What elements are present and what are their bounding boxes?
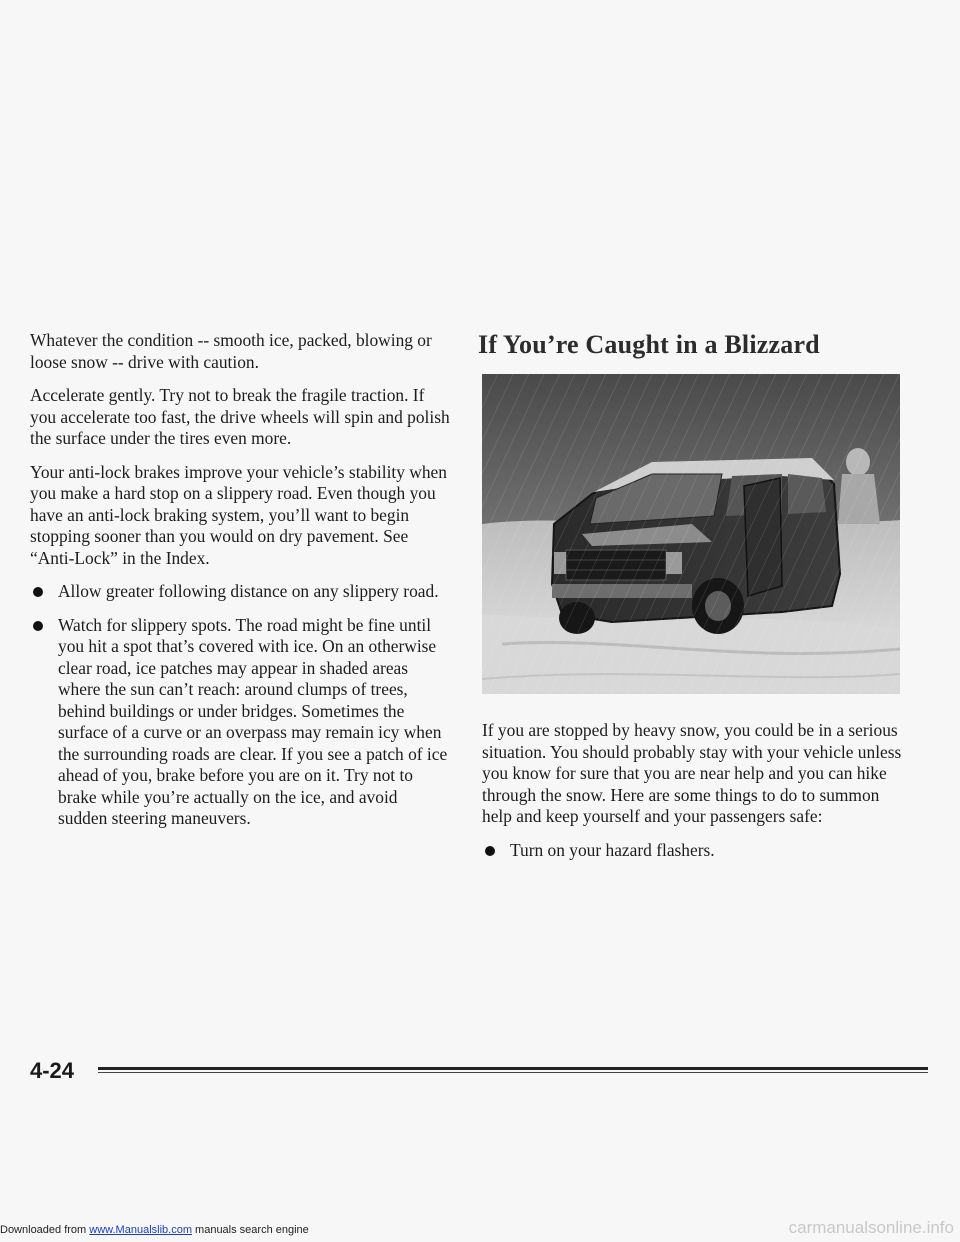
- footer-suffix: manuals search engine: [191, 1224, 309, 1236]
- bullet-text: Allow greater following distance on any slippery road.: [58, 581, 439, 601]
- bullet-icon: [485, 846, 495, 856]
- footer-rule: [98, 1067, 928, 1070]
- blizzard-body: [482, 720, 912, 861]
- bullet-item: [30, 581, 450, 603]
- bullet-icon: [33, 621, 43, 631]
- bullet-item: [482, 840, 912, 862]
- page-number: 4-24: [30, 1058, 75, 1083]
- paragraph: If you are stopped by heavy snow, you could be in a serious situation. You should probably stay with your vehicle unless you know for sure that you are near help and you can hike through the snow. Here are some things to do to summon help and keep yourself and your passengers safe:: [482, 720, 902, 826]
- paragraph: Whatever the condition -- smooth ice, packed, blowing or loose snow -- drive with caution.: [30, 330, 432, 372]
- paragraph: Your anti-lock brakes improve your vehicle’s stability when you make a hard stop on a slippery road. Even though you have an anti-lock braking system, you’ll want to begin stopping sooner than you would on dry pavement. See “Anti-Lock” in the Index.: [30, 461, 447, 568]
- footer-rule-thin: [98, 1072, 928, 1073]
- bullet-text: Watch for slippery spots. The road might be fine until you hit a spot that’s covered with ice. On an otherwise clear road, ice patches may appear in shaded areas where the sun can’t reach: around clumps of trees, behind buildings or under bridges. Sometimes the surface of a curve or an overpass may remain icy when the surrounding roads are clear. If you see a patch of ice ahead of you, brake before you are on it. Try not to brake while you’re actually on the ice, and avoid sudden steering maneuvers.: [58, 614, 448, 828]
- footer-prefix: Downloaded from: [0, 1224, 90, 1236]
- blizzard-van-photo: [482, 374, 900, 694]
- bullet-item: [30, 615, 450, 830]
- bullet-icon: [33, 587, 43, 597]
- paragraph: Accelerate gently. Try not to break the fragile traction. If you accelerate too fast, the drive wheels will spin and polish the surface under the tires even more.: [30, 385, 450, 448]
- watermark: carmanualsonline.info: [788, 1218, 954, 1237]
- manualslib-link[interactable]: www.Manualslib.com: [89, 1224, 192, 1236]
- bullet-text: Turn on your hazard flashers.: [510, 839, 715, 860]
- left-column: [30, 330, 450, 842]
- section-heading: If You’re Caught in a Blizzard: [478, 330, 820, 359]
- right-column: [478, 330, 912, 873]
- download-footer: [0, 1224, 309, 1236]
